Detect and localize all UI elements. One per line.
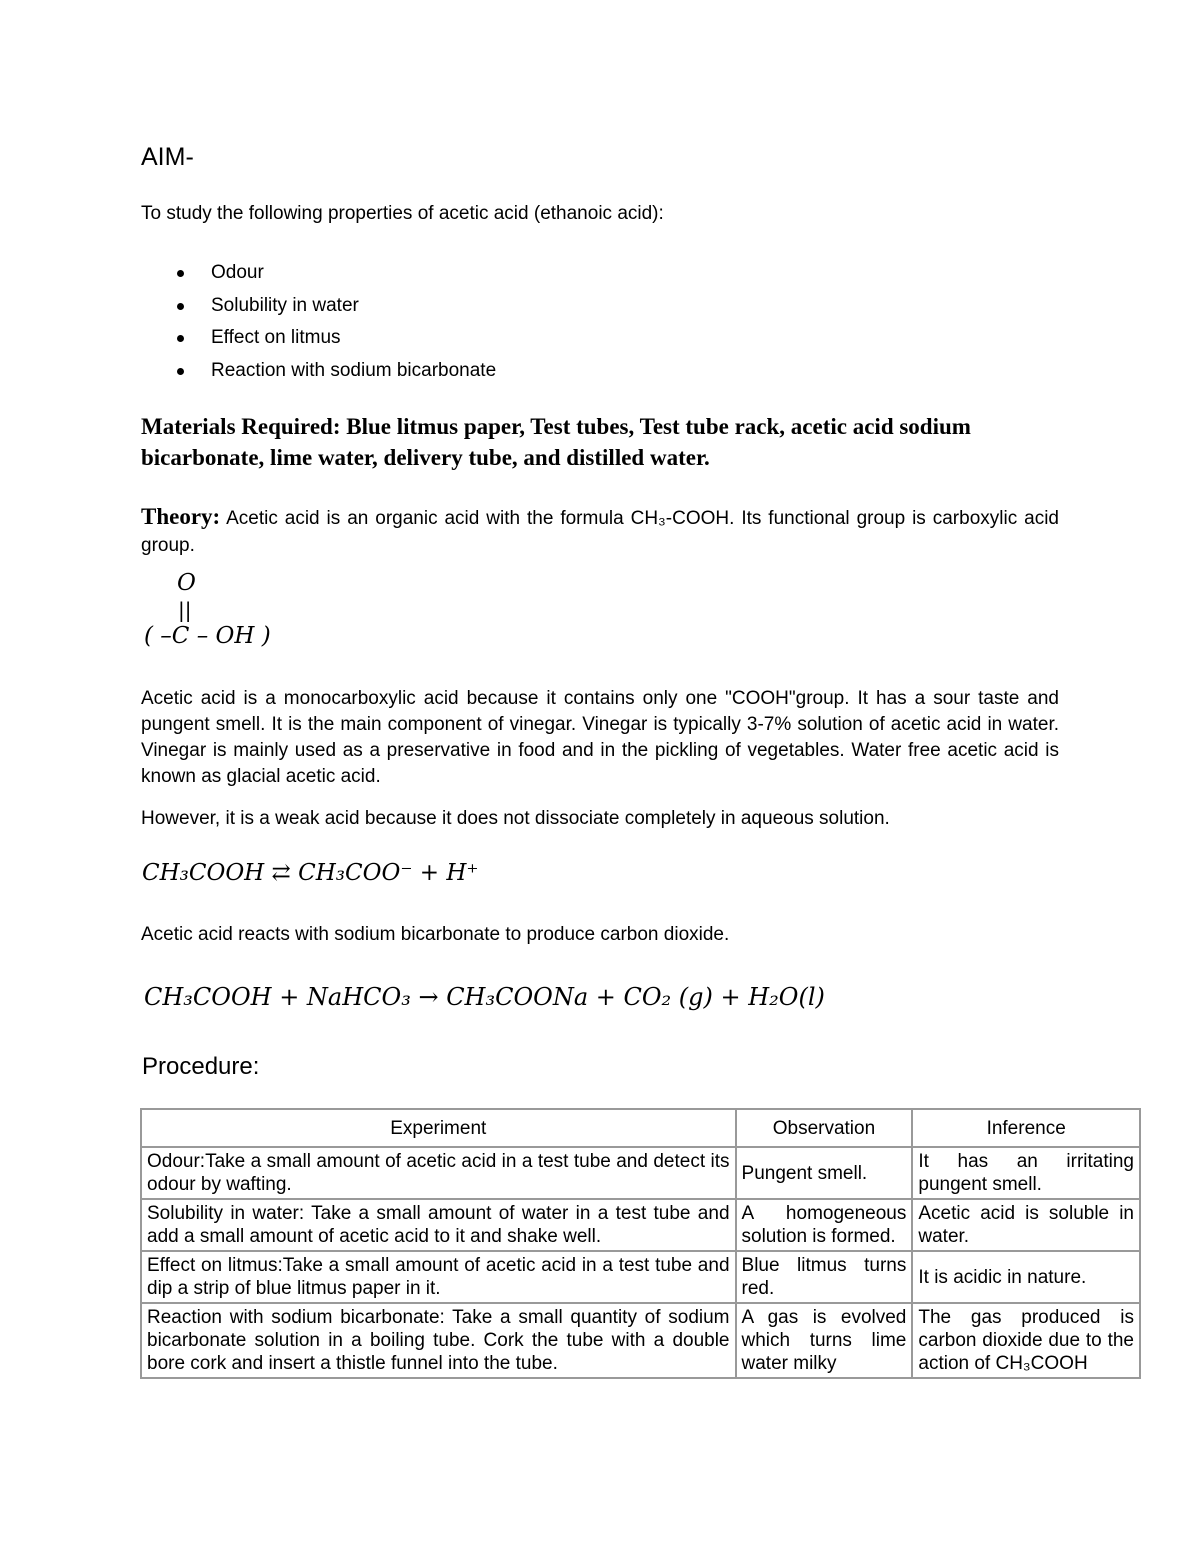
observation-cell: Pungent smell.	[736, 1147, 913, 1199]
experiment-cell: Odour:Take a small amount of acetic acid in a test tube and detect its odour by wafting.	[141, 1147, 736, 1199]
list-item: Reaction with sodium bicarbonate	[141, 360, 496, 393]
structure-double-bond: ||	[178, 598, 192, 622]
header-inference: Inference	[912, 1109, 1140, 1147]
observation-cell: Blue litmus turns red.	[736, 1251, 913, 1303]
header-observation: Observation	[736, 1109, 913, 1147]
experiment-cell: Reaction with sodium bicarbonate: Take a small quantity of sodium bicarbonate solution in a boiling tube. Cork the tube with a double bore cork and insert a thistle funnel into the tube.	[141, 1303, 736, 1378]
observation-cell: A homogeneous solution is formed.	[736, 1199, 913, 1251]
structure-oxygen: O	[177, 570, 196, 596]
header-experiment: Experiment	[141, 1109, 736, 1147]
paragraph-bicarbonate: Acetic acid reacts with sodium bicarbonate to produce carbon dioxide.	[141, 924, 730, 945]
table-row	[141, 1199, 1140, 1251]
paragraph-monocarboxylic: Acetic acid is a monocarboxylic acid because it contains only one "COOH"group. It has a sour taste and pungent smell. It is the main component of vinegar. Vinegar is typically 3-7% solution of acetic acid in water. Vinegar is mainly used as a preservative in food and in the pickling of vegetables. Water free acetic acid is known as glacial acetic acid.	[141, 688, 1059, 787]
theory-label: Theory:	[141, 504, 221, 529]
list-item: Effect on litmus	[141, 327, 496, 360]
experiment-cell: Effect on litmus:Take a small amount of acetic acid in a test tube and dip a strip of blue litmus paper in it.	[141, 1251, 736, 1303]
theory-paragraph	[141, 503, 1059, 559]
equation-bicarbonate: CH₃COOH + NaHCO₃ → CH₃COONa + CO₂ (g) + H₂O(l)	[144, 983, 825, 1011]
experiment-cell: Solubility in water: Take a small amount of water in a test tube and add a small amount of acetic acid to it and shake well.	[141, 1199, 736, 1251]
inference-cell: The gas produced is carbon dioxide due to the action of CH₃COOH	[912, 1303, 1140, 1378]
observation-cell: A gas is evolved which turns lime water milky	[736, 1303, 913, 1378]
equation-dissociation: CH₃COOH ⇄ CH₃COO⁻ + H⁺	[142, 860, 479, 886]
inference-cell: It has an irritating pungent smell.	[912, 1147, 1140, 1199]
inference-cell: It is acidic in nature.	[912, 1251, 1140, 1303]
table-row	[141, 1147, 1140, 1199]
theory-text: Acetic acid is an organic acid with the formula CH₃-COOH. Its functional group is carboxylic acid group.	[141, 508, 1059, 556]
procedure-table	[140, 1108, 1141, 1379]
property-list	[141, 262, 496, 392]
aim-heading: AIM-	[141, 143, 194, 171]
materials-required: Materials Required: Blue litmus paper, Test tubes, Test tube rack, acetic acid sodium bicarbonate, lime water, delivery tube, and distilled water.	[141, 414, 971, 470]
table-row	[141, 1303, 1140, 1378]
structure-carboxyl: ( –C – OH )	[144, 623, 271, 649]
table-row	[141, 1251, 1140, 1303]
table-header-row	[141, 1109, 1140, 1147]
list-item: Odour	[141, 262, 496, 295]
list-item: Solubility in water	[141, 295, 496, 328]
paragraph-weak-acid: However, it is a weak acid because it does not dissociate completely in aqueous solution.	[141, 808, 890, 829]
inference-cell: Acetic acid is soluble in water.	[912, 1199, 1140, 1251]
aim-intro: To study the following properties of acetic acid (ethanoic acid):	[141, 203, 664, 224]
procedure-heading: Procedure:	[142, 1053, 260, 1080]
